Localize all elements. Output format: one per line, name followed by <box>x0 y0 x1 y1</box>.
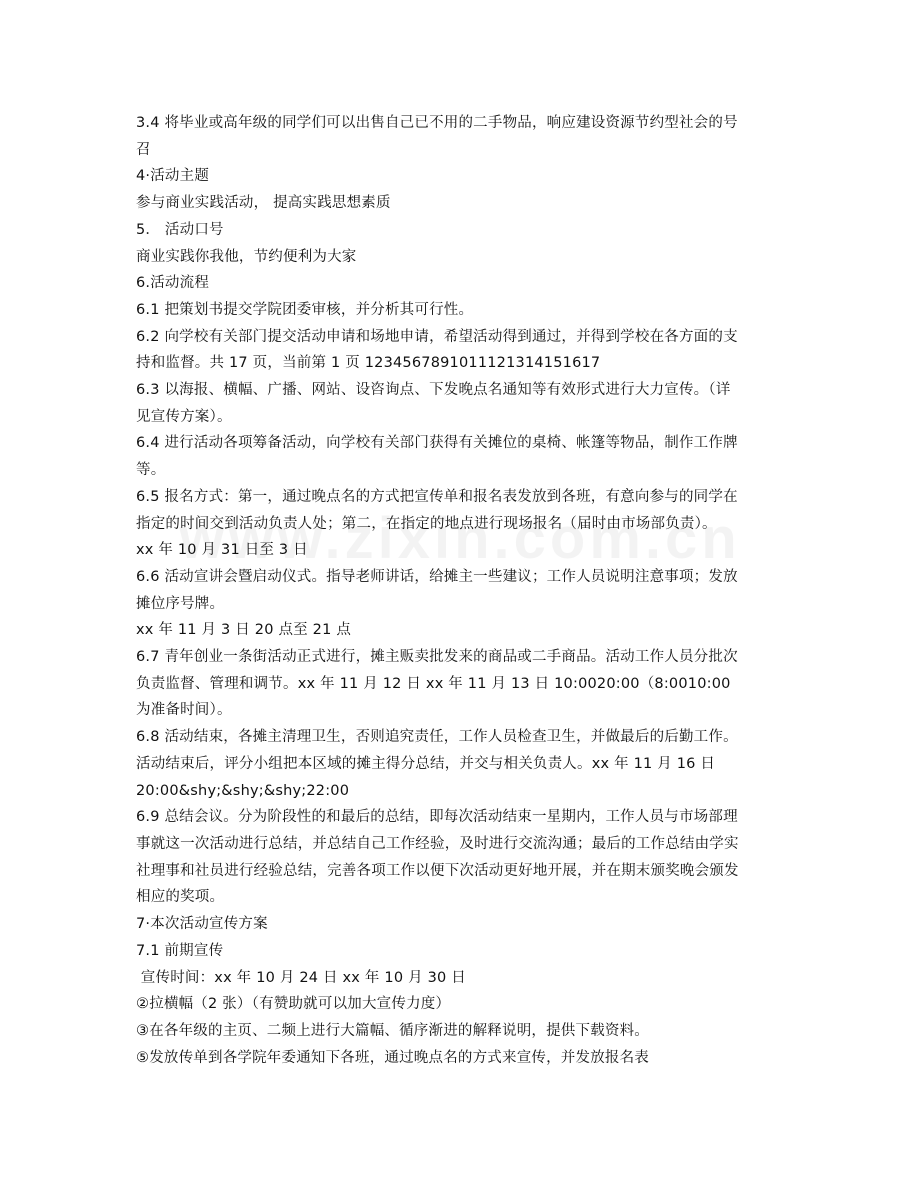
text-line-20: xx 年 11 月 3 日 20 点至 21 点 <box>136 622 352 639</box>
text-line-14: 等。 <box>136 462 166 479</box>
list-item-3: ③在各年级的主页、二频上进行大篇幅、循序渐进的解释说明，提供下载资料。 <box>136 1022 649 1039</box>
section-heading-7: 7·本次活动宣传方案 <box>136 916 268 933</box>
text-line-28: 事就这一次活动进行总结，并总结自己工作经验，及时进行交流沟通；最后的工作总结由学实 <box>136 835 739 852</box>
section-heading-7-1: 7.1 前期宣传 <box>136 942 224 959</box>
text-line-17: xx 年 10 月 31 日至 3 日 <box>136 542 308 559</box>
text-line-21: 6.7 青年创业一条街活动正式进行，摊主贩卖批发来的商品或二手商品。活动工作人员分批次 <box>136 649 738 666</box>
text-line-9: 6.2 向学校有关部门提交活动申请和场地申请，希望活动得到通过，并得到学校在各方面的支 <box>136 328 738 345</box>
text-line-33: 宣传时间：xx 年 10 月 24 日 xx 年 10 月 30 日 <box>136 969 466 986</box>
section-heading-4: 4·活动主题 <box>136 168 210 185</box>
text-line-24: 6.8 活动结束，各摊主清理卫生，否则追究责任，工作人员检查卫生，并做最后的后勤工作。 <box>136 729 738 746</box>
text-line-6: 商业实践你我他，节约便利为大家 <box>136 248 357 265</box>
text-line-27: 6.9 总结会议。分为阶段性的和最后的总结，即每次活动结束一星期内，工作人员与市场部理 <box>136 809 738 826</box>
text-line-1: 3.4 将毕业或高年级的同学们可以出售自己已不用的二手物品，响应建设资源节约型社会的号 <box>136 115 738 131</box>
text-line-25: 活动结束后，评分小组把本区域的摊主得分总结，并交与相关负责人。xx 年 11 月 16 日 <box>136 755 716 772</box>
text-line-2: 召 <box>136 141 151 158</box>
text-line-22: 负责监督、管理和调节。xx 年 11 月 12 日 xx 年 11 月 13 日 10:0020:00（8:0010:00 <box>136 675 731 692</box>
list-item-2: ②拉横幅（2 张）（有赞助就可以加大宣传力度） <box>136 996 451 1013</box>
text-line-30: 相应的奖项。 <box>136 889 225 906</box>
text-line-23: 为准备时间）。 <box>136 702 232 719</box>
text-line-10: 持和监督。共 17 页，当前第 1 页 1234567891011121314151617 <box>136 355 601 372</box>
text-line-8: 6.1 把策划书提交学院团委审核，并分析其可行性。 <box>136 301 474 318</box>
list-item-5: ⑤发放传单到各学院年委通知下各班，通过晚点名的方式来宣传，并发放报名表 <box>136 1049 649 1066</box>
text-line-18: 6.6 活动宣讲会暨启动仪式。指导老师讲话，给摊主一些建议；工作人员说明注意事项；发放 <box>136 568 738 585</box>
text-line-29: 社理事和社员进行经验总结，完善各项工作以便下次活动更好地开展，并在期末颁奖晚会颁发 <box>136 862 739 879</box>
document-page <box>136 110 786 1071</box>
text-line-13: 6.4 进行活动各项筹备活动，向学校有关部门获得有关摊位的桌椅、帐篷等物品，制作工作牌 <box>136 435 738 452</box>
section-heading-6: 6.活动流程 <box>136 275 210 292</box>
section-heading-5: 5． 活动口号 <box>136 221 224 238</box>
text-line-11: 6.3 以海报、横幅、广播、网站、设咨询点、下发晚点名通知等有效形式进行大力宣传。（详 <box>136 382 731 399</box>
text-line-16: 指定的时间交到活动负责人处；第二，在指定的地点进行现场报名（届时由市场部负责）。 <box>136 515 717 532</box>
text-line-15: 6.5 报名方式：第一，通过晚点名的方式把宣传单和报名表发放到各班，有意向参与的同学在 <box>136 488 738 505</box>
text-line-12: 见宣传方案）。 <box>136 408 232 425</box>
text-line-19: 摊位序号牌。 <box>136 595 225 612</box>
text-line-4: 参与商业实践活动， 提高实践思想素质 <box>136 195 391 212</box>
text-line-26: 20:00&shy;&shy;&shy;22:00 <box>136 782 350 799</box>
